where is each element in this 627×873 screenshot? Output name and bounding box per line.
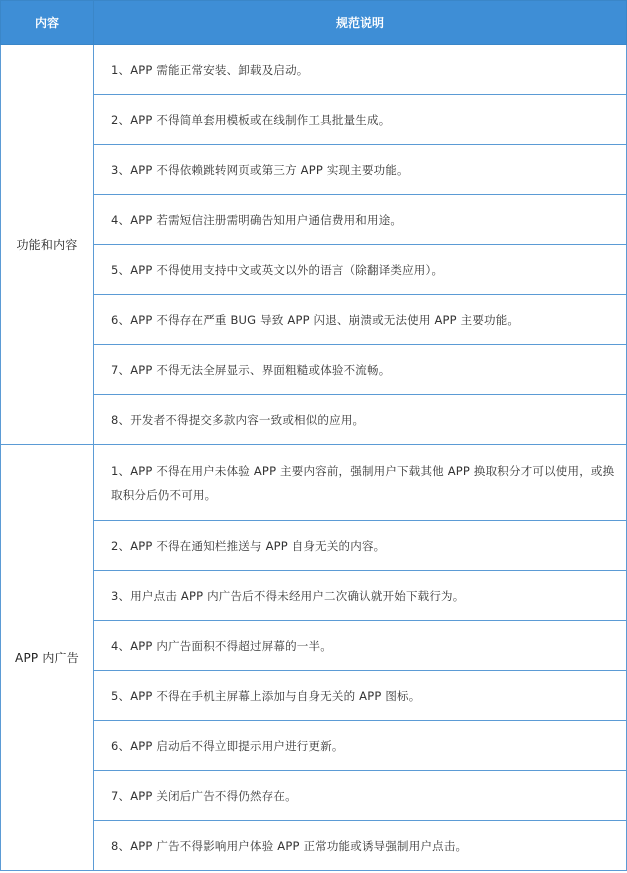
table-row (1, 145, 627, 195)
table-row (1, 295, 627, 345)
table-row (1, 95, 627, 145)
table-row (1, 571, 627, 621)
rule-cell: 2、APP 不得简单套用模板或在线制作工具批量生成。 (94, 95, 627, 145)
table-header (1, 1, 627, 45)
rule-cell: 7、APP 不得无法全屏显示、界面粗糙或体验不流畅。 (94, 345, 627, 395)
rule-cell: 5、APP 不得使用支持中文或英文以外的语言（除翻译类应用）。 (94, 245, 627, 295)
rule-cell: 7、APP 关闭后广告不得仍然存在。 (94, 771, 627, 821)
table-row (1, 195, 627, 245)
rule-cell: 6、APP 启动后不得立即提示用户进行更新。 (94, 721, 627, 771)
rule-cell: 3、用户点击 APP 内广告后不得未经用户二次确认就开始下载行为。 (94, 571, 627, 621)
header-spec: 规范说明 (94, 1, 627, 45)
table-body (1, 45, 627, 871)
rule-cell: 2、APP 不得在通知栏推送与 APP 自身无关的内容。 (94, 521, 627, 571)
rule-cell: 3、APP 不得依赖跳转网页或第三方 APP 实现主要功能。 (94, 145, 627, 195)
table-row (1, 621, 627, 671)
rule-cell: 4、APP 内广告面积不得超过屏幕的一半。 (94, 621, 627, 671)
rule-cell: 8、APP 广告不得影响用户体验 APP 正常功能或诱导强制用户点击。 (94, 821, 627, 871)
table-row (1, 445, 627, 521)
table-row (1, 671, 627, 721)
table-row (1, 521, 627, 571)
table-row (1, 45, 627, 95)
rule-cell: 4、APP 若需短信注册需明确告知用户通信费用和用途。 (94, 195, 627, 245)
header-content: 内容 (1, 1, 94, 45)
category-cell: APP 内广告 (1, 445, 94, 871)
rule-cell: 1、APP 不得在用户未体验 APP 主要内容前，强制用户下载其他 APP 换取积分才可以使用，或换取积分后仍不可用。 (94, 445, 627, 521)
rule-cell: 8、开发者不得提交多款内容一致或相似的应用。 (94, 395, 627, 445)
table-row (1, 771, 627, 821)
table-row (1, 245, 627, 295)
table-row (1, 821, 627, 871)
header-row (1, 1, 627, 45)
table-row (1, 721, 627, 771)
rule-cell: 6、APP 不得存在严重 BUG 导致 APP 闪退、崩溃或无法使用 APP 主要功能。 (94, 295, 627, 345)
table-row (1, 345, 627, 395)
table-row (1, 395, 627, 445)
rule-cell: 5、APP 不得在手机主屏幕上添加与自身无关的 APP 图标。 (94, 671, 627, 721)
category-cell: 功能和内容 (1, 45, 94, 445)
rule-cell: 1、APP 需能正常安装、卸载及启动。 (94, 45, 627, 95)
